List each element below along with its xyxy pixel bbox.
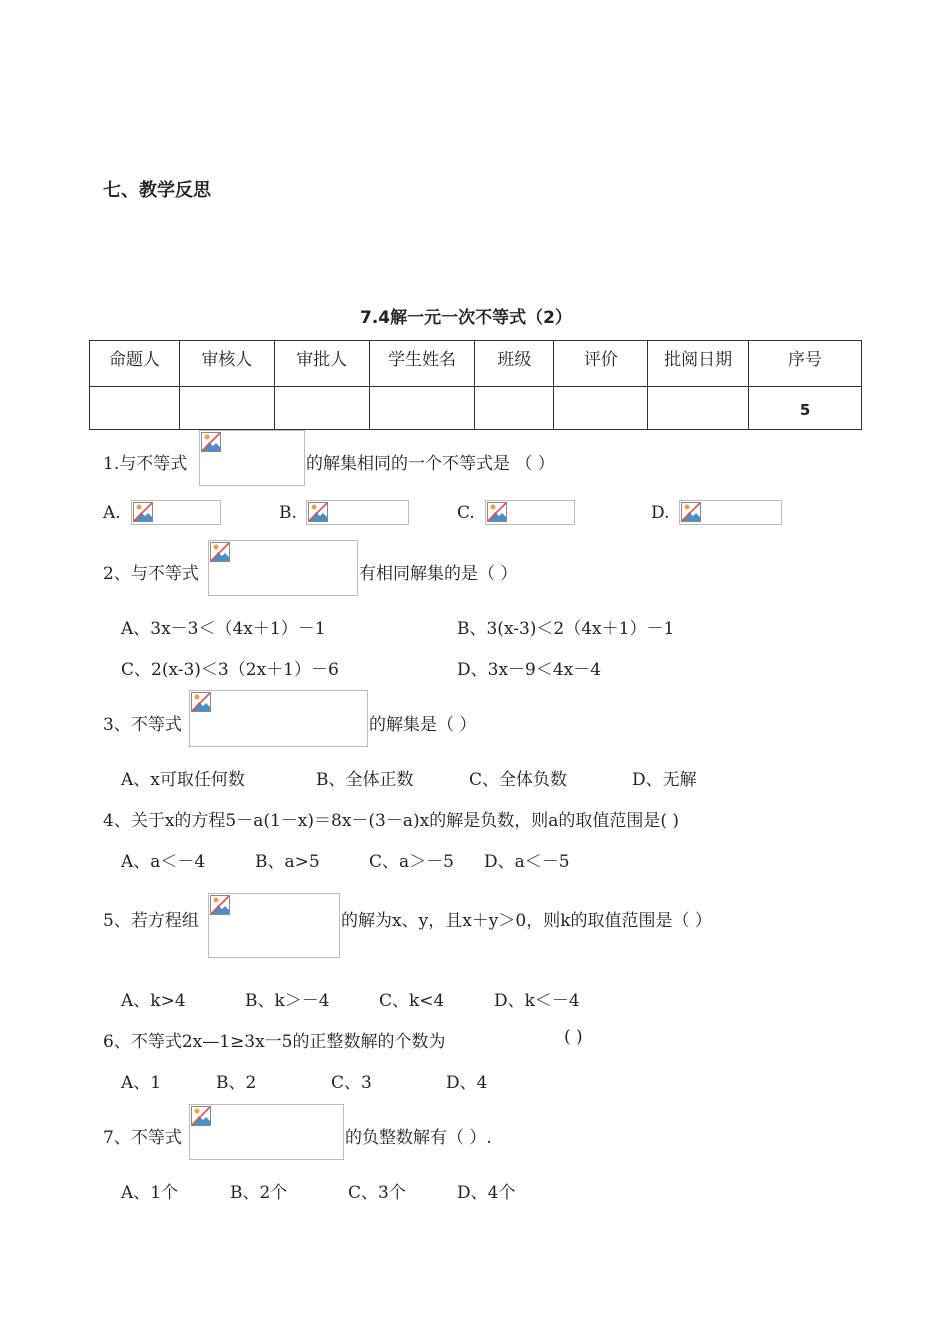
table-cell [90,387,180,430]
table-cell [274,387,369,430]
q2-option-a: A、3x－3＜（4x＋1）－1 [121,619,326,639]
broken-image-icon [191,692,211,712]
q2-option-c: C、2(x-3)＜3（2x＋1）－6 [121,660,339,680]
table-cell [554,387,648,430]
q1-option-b-image [306,500,409,525]
q1-option-d-image [679,500,782,525]
section-title: 七、教学反思 [103,180,211,201]
q1-option-b-label: B. [279,503,297,523]
q5-system-image [208,893,340,958]
q5-suffix: 的解为x、y，且x＋y＞0，则k的取值范围是（ ） [341,911,712,931]
q3-inequality-image [189,690,368,747]
header-cell: 审核人 [179,341,274,387]
q2-inequality-image [208,540,358,596]
q1-option-c-image [485,500,575,525]
q1-option-d-label: D. [651,503,670,523]
q1-option-c-label: C. [457,503,475,523]
q1-prefix: 1.与不等式 [103,454,188,474]
header-cell: 审批人 [274,341,369,387]
q7-inequality-image [189,1104,344,1160]
header-cell: 评价 [554,341,648,387]
table-cell [179,387,274,430]
q7-option-b: B、2个 [230,1183,288,1203]
serial-number: 5 [749,387,862,430]
q7-suffix: 的负整数解有（ ）. [345,1128,492,1148]
q7-option-d: D、4个 [457,1183,516,1203]
q4-option-a: A、a＜－4 [121,852,206,872]
header-cell: 命题人 [90,341,180,387]
table-cell [369,387,475,430]
q5-option-a: A、k>4 [121,991,186,1011]
q6-option-b: B、2 [216,1073,257,1093]
q2-suffix: 有相同解集的是（ ） [359,564,518,584]
broken-image-icon [210,895,230,915]
q3-option-a: A、x可取任何数 [121,770,245,790]
broken-image-icon [308,502,328,522]
q6-text: 6、不等式2x—1≥3x一5的正整数解的个数为 [103,1032,446,1052]
q7-option-c: C、3个 [348,1183,406,1203]
info-table [89,340,862,430]
q5-option-b: B、k＞－4 [245,991,330,1011]
header-cell: 班级 [475,341,554,387]
header-cell: 学生姓名 [369,341,475,387]
q6-option-d: D、4 [446,1073,488,1093]
table-cell [475,387,554,430]
header-cell: 序号 [749,341,862,387]
q6-answer-blank: ( ) [564,1027,583,1047]
q5-option-d: D、k＜－4 [494,991,580,1011]
broken-image-icon [201,432,221,452]
worksheet-title: 7.4解一元一次不等式（2） [360,308,572,328]
q4-option-d: D、a＜－5 [484,852,570,872]
q1-option-a-image [131,500,221,525]
broken-image-icon [191,1106,211,1126]
q3-option-d: D、无解 [632,770,697,790]
q1-inequality-image [199,430,305,486]
broken-image-icon [133,502,153,522]
q5-prefix: 5、若方程组 [103,911,199,931]
q7-prefix: 7、不等式 [103,1128,182,1148]
q4-option-c: C、a＞－5 [369,852,454,872]
q1-suffix: 的解集相同的一个不等式是 （ ） [306,454,555,474]
q7-option-a: A、1个 [121,1183,179,1203]
q5-option-c: C、k<4 [379,991,445,1011]
q4-text: 4、关于x的方程5－a(1－x)＝8x－(3－a)x的解是负数，则a的取值范围是( ) [103,811,680,831]
q2-option-d: D、3x－9＜4x－4 [457,660,602,680]
broken-image-icon [210,542,230,562]
header-cell: 批阅日期 [648,341,749,387]
q3-prefix: 3、不等式 [103,715,182,735]
q6-option-a: A、1 [121,1073,162,1093]
broken-image-icon [487,502,507,522]
q4-option-b: B、a>5 [255,852,320,872]
q3-option-b: B、全体正数 [316,770,414,790]
q2-prefix: 2、与不等式 [103,564,199,584]
broken-image-icon [681,502,701,522]
q1-option-a-label: A. [103,503,121,523]
q3-suffix: 的解集是（ ） [369,715,477,735]
q6-option-c: C、3 [331,1073,372,1093]
q2-option-b: B、3(x-3)＜2（4x＋1）－1 [457,619,675,639]
table-cell [648,387,749,430]
q3-option-c: C、全体负数 [469,770,568,790]
